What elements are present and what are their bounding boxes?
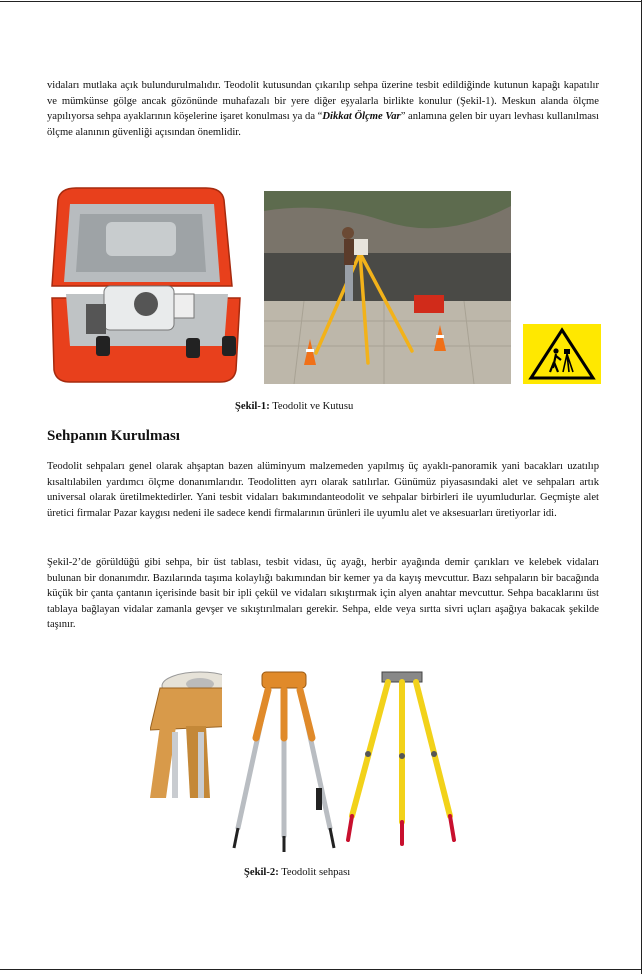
paragraph-1-text-b: ” anlamına gelen bir uyarı levhası kullanılması ölçme alanının güvenliği açısından önemlidir. [47,111,599,138]
figure-2-caption [244,867,350,878]
page-top-border [0,1,642,2]
figure-2-caption-text: Teodolit sehpası [278,867,351,878]
figure-1-caption [235,401,353,412]
paragraph-1-text-a: vidaları mutlaka açık bulundurulmalıdır. Teodolit kutusundan çıkarılıp sehpa üzerine tesbit edildiğinde kutunun kapağı kapatılır ve mümkünse gölge ancak gözönünde muhafazalı bir yere diğer eşyalarla birlikte konulur (Şekil-1). Meskun alanda ölçme yapılıyorsa sehpa ayaklarının köşelerine işaret konulması ya da “ [47,80,599,123]
wooden-yellow-tripod [342,668,460,846]
paragraph-1 [47,78,599,140]
aluminum-tripod [222,668,342,852]
survey-warning-sign [523,324,601,384]
theodolite-case-image [46,186,246,384]
figure-1-caption-label: Şekil-1: [235,401,270,412]
surveyor-photo [264,191,511,384]
figure-1-caption-text: Teodolit ve Kutusu [269,401,354,412]
page-bottom-border [0,969,642,970]
paragraph-1-emphasis: Dikkat Ölçme Var [322,111,401,123]
paragraph-3: Şekil-2’de görüldüğü gibi sehpa, bir üst tablası, tesbit vidası, üç ayağı, herbir ayağında demir çarıkları ve kelebek vidaları bulunan bir donanımdır. Bazılarında taşıma kolaylığı bakımından bir kemer ya da kayış mevcuttur. Bazı sehpaların bir bacağında küçük bir çanta çantanın içerisinde basit bir ipli çekül ve vidaları sıkıştırmak için alyen anahtar mevcuttur. Sehpa bacaklarını üst tablaya bağlayan vidalar zamanla gevşer ve sıkıştırılmaları gerekir. Sehpa, elde veya sırtta sivri uçları aşağıya bakacak şekilde taşınır. [47,557,599,631]
section-heading: Sehpanın Kurulması [47,428,180,444]
paragraph-2: Teodolit sehpaları genel olarak ahşaptan bazen alüminyum malzemeden yapılmış üç ayaklı-panoramik yani bacakları uzatılıp kısaltılabilen yardımcı ölçme donanımlarıdır. Teodolitten ayrı olarak satılırlar. Günümüz piyasasındaki alet ve sehpaları artık universal olarak üretilmektedirler. Yani tesbit vidaları bakımındanteodolit ve sehpalar birbirleri ile uyumludurlar. Geçmişte alet üretici firmalar Pazar kaygısı nedeni ile sadece kendi firmalarının ürünleri ile uyumlu alet ve aksesuarları üretiyorlar idi. [47,461,599,519]
figure-2-caption-label: Şekil-2: [244,867,279,878]
